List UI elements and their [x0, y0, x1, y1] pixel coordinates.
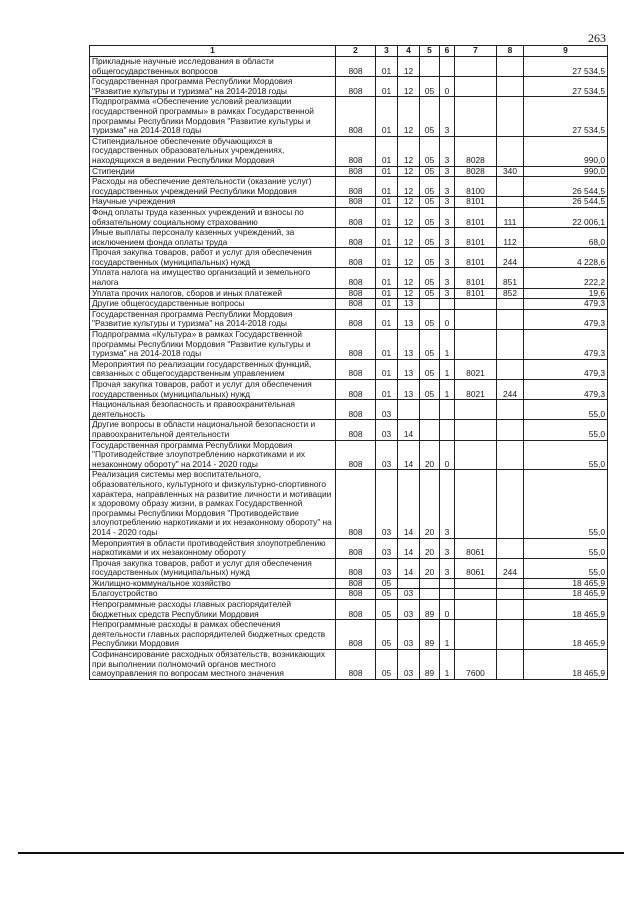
code-section: 01	[376, 299, 398, 310]
code-section: 05	[376, 589, 398, 600]
code-ministry: 808	[336, 299, 376, 310]
row-name: Научные учреждения	[90, 197, 336, 208]
row-name: Реализация системы мер воспитательного, образовательного, культурного и физкультурно-спортивного характера, направленных на развитие личности и мотивации к здоровому образу жизни, в рамках Государственной программы Республики Мордовия "Противодействие злоупотреблению наркотиками и их незаконному обороту" на 2014 - 2020 годы	[90, 470, 336, 538]
table-row	[90, 620, 608, 650]
row-amount: 55,0	[524, 558, 608, 578]
code-subsection: 12	[398, 77, 420, 97]
code-direction	[455, 578, 497, 589]
code-section: 03	[376, 400, 398, 420]
code-section: 01	[376, 309, 398, 329]
code-subprogram: 3	[440, 177, 455, 197]
code-expense-type	[497, 309, 524, 329]
code-subsection: 12	[398, 228, 420, 248]
row-amount: 55,0	[524, 538, 608, 558]
table-row	[90, 558, 608, 578]
code-ministry: 808	[336, 57, 376, 77]
code-program	[420, 57, 440, 77]
table-row	[90, 136, 608, 166]
code-expense-type	[497, 177, 524, 197]
code-direction: 8101	[455, 268, 497, 288]
code-subprogram: 3	[440, 207, 455, 227]
code-subsection: 12	[398, 207, 420, 227]
code-ministry: 808	[336, 470, 376, 538]
table-row	[90, 97, 608, 136]
code-ministry: 808	[336, 589, 376, 600]
table-row	[90, 600, 608, 620]
code-subprogram	[440, 57, 455, 77]
code-section: 03	[376, 420, 398, 440]
code-direction: 8021	[455, 380, 497, 400]
code-direction	[455, 77, 497, 97]
row-amount: 55,0	[524, 400, 608, 420]
code-program: 05	[420, 268, 440, 288]
code-section: 01	[376, 207, 398, 227]
code-subprogram: 3	[440, 268, 455, 288]
code-subprogram: 0	[440, 600, 455, 620]
code-expense-type: 112	[497, 228, 524, 248]
code-direction: 8101	[455, 207, 497, 227]
code-expense-type: 244	[497, 248, 524, 268]
row-amount: 26 544,5	[524, 177, 608, 197]
code-expense-type	[497, 400, 524, 420]
code-subsection: 12	[398, 97, 420, 136]
code-subprogram: 0	[440, 440, 455, 470]
code-subsection: 14	[398, 538, 420, 558]
table-row	[90, 166, 608, 177]
row-amount: 990,0	[524, 136, 608, 166]
code-program: 05	[420, 166, 440, 177]
code-program	[420, 578, 440, 589]
code-subsection: 12	[398, 136, 420, 166]
code-direction	[455, 440, 497, 470]
code-section: 01	[376, 57, 398, 77]
row-amount: 27 534,5	[524, 97, 608, 136]
row-name: Иные выплаты персоналу казенных учреждений, за исключением фонда оплаты труда	[90, 228, 336, 248]
row-name: Стипендиальное обеспечение обучающихся в государственных образовательных учреждениях, находящихся в ведении Республики Мордовия	[90, 136, 336, 166]
code-expense-type	[497, 650, 524, 680]
code-direction	[455, 330, 497, 360]
code-subprogram: 3	[440, 288, 455, 299]
code-expense-type	[497, 620, 524, 650]
code-subprogram: 1	[440, 330, 455, 360]
row-name: Государственная программа Республики Мордовия "Противодействие злоупотреблению наркотиками и их незаконному обороту" на 2014 - 2020 годы	[90, 440, 336, 470]
code-subsection: 03	[398, 600, 420, 620]
table-row	[90, 197, 608, 208]
code-subsection: 12	[398, 248, 420, 268]
row-amount: 479,3	[524, 359, 608, 379]
code-expense-type: 244	[497, 380, 524, 400]
code-program	[420, 299, 440, 310]
column-header: 3	[376, 46, 398, 57]
table-row	[90, 420, 608, 440]
code-ministry: 808	[336, 136, 376, 166]
row-amount: 55,0	[524, 440, 608, 470]
code-program	[420, 400, 440, 420]
code-subsection	[398, 400, 420, 420]
code-program: 05	[420, 136, 440, 166]
code-section: 05	[376, 620, 398, 650]
code-program: 89	[420, 620, 440, 650]
column-header: 7	[455, 46, 497, 57]
code-subsection: 03	[398, 650, 420, 680]
code-expense-type	[497, 299, 524, 310]
code-section: 01	[376, 268, 398, 288]
row-amount: 18 465,9	[524, 600, 608, 620]
code-expense-type	[497, 420, 524, 440]
code-program: 05	[420, 248, 440, 268]
code-subsection: 14	[398, 558, 420, 578]
table-row	[90, 400, 608, 420]
row-name: Национальная безопасность и правоохранительная деятельность	[90, 400, 336, 420]
code-program: 05	[420, 97, 440, 136]
code-program: 05	[420, 330, 440, 360]
code-ministry: 808	[336, 309, 376, 329]
code-direction	[455, 309, 497, 329]
code-section: 05	[376, 578, 398, 589]
code-expense-type	[497, 330, 524, 360]
code-subsection	[398, 578, 420, 589]
row-amount: 26 544,5	[524, 197, 608, 208]
code-subprogram: 3	[440, 166, 455, 177]
code-direction: 8101	[455, 197, 497, 208]
code-program: 89	[420, 600, 440, 620]
code-expense-type	[497, 600, 524, 620]
code-program: 05	[420, 359, 440, 379]
code-subprogram: 1	[440, 359, 455, 379]
column-header: 2	[336, 46, 376, 57]
table-row	[90, 578, 608, 589]
table-row	[90, 359, 608, 379]
row-name: Мероприятия по реализации государственных функций, связанных с общегосударственным управлением	[90, 359, 336, 379]
code-subsection: 13	[398, 330, 420, 360]
code-direction	[455, 600, 497, 620]
code-ministry: 808	[336, 650, 376, 680]
row-amount: 222,2	[524, 268, 608, 288]
code-section: 03	[376, 440, 398, 470]
code-section: 01	[376, 248, 398, 268]
code-subsection: 12	[398, 268, 420, 288]
code-direction: 8101	[455, 288, 497, 299]
table-row	[90, 77, 608, 97]
row-name: Софинансирование расходных обязательств, возникающих при выполнении полномочий органов местного самоуправления по вопросам местного значения	[90, 650, 336, 680]
column-header: 9	[524, 46, 608, 57]
code-expense-type	[497, 359, 524, 379]
code-ministry: 808	[336, 330, 376, 360]
code-direction	[455, 299, 497, 310]
row-name: Прикладные научные исследования в области общегосударственных вопросов	[90, 57, 336, 77]
row-name: Прочая закупка товаров, работ и услуг для обеспечения государственных (муниципальных) нужд	[90, 380, 336, 400]
code-ministry: 808	[336, 228, 376, 248]
code-expense-type	[497, 578, 524, 589]
table-row	[90, 288, 608, 299]
code-direction: 8028	[455, 136, 497, 166]
code-program: 05	[420, 207, 440, 227]
code-section: 03	[376, 470, 398, 538]
page-bottom-rule	[18, 852, 624, 854]
code-ministry: 808	[336, 440, 376, 470]
code-program: 05	[420, 380, 440, 400]
row-name: Фонд оплаты труда казенных учреждений и взносы по обязательному социальному страхованию	[90, 207, 336, 227]
code-subsection: 12	[398, 57, 420, 77]
code-expense-type	[497, 77, 524, 97]
column-header: 8	[497, 46, 524, 57]
page-number: 263	[588, 31, 606, 45]
code-direction	[455, 400, 497, 420]
column-header: 5	[420, 46, 440, 57]
row-amount: 479,3	[524, 380, 608, 400]
row-name: Мероприятия в области противодействия злоупотреблению наркотиками и их незаконному обороту	[90, 538, 336, 558]
table-row	[90, 650, 608, 680]
code-section: 01	[376, 177, 398, 197]
code-expense-type	[497, 538, 524, 558]
code-direction	[455, 589, 497, 600]
code-section: 01	[376, 166, 398, 177]
code-expense-type	[497, 589, 524, 600]
table-row	[90, 309, 608, 329]
code-subsection: 12	[398, 288, 420, 299]
row-name: Государственная программа Республики Мордовия "Развитие культуры и туризма" на 2014-2018 годы	[90, 309, 336, 329]
code-subsection: 14	[398, 470, 420, 538]
row-amount: 68,0	[524, 228, 608, 248]
code-subprogram: 0	[440, 77, 455, 97]
code-direction: 8028	[455, 166, 497, 177]
row-name: Другие вопросы в области национальной безопасности и правоохранительной деятельности	[90, 420, 336, 440]
row-name: Непрограммные расходы главных распорядителей бюджетных средств Республики Мордовия	[90, 600, 336, 620]
row-name: Жилищно-коммунальное хозяйство	[90, 578, 336, 589]
code-program: 05	[420, 177, 440, 197]
table-row	[90, 538, 608, 558]
code-section: 01	[376, 97, 398, 136]
row-amount: 22 006,1	[524, 207, 608, 227]
code-subsection: 12	[398, 197, 420, 208]
row-name: Государственная программа Республики Мордовия "Развитие культуры и туризма" на 2014-2018 годы	[90, 77, 336, 97]
code-ministry: 808	[336, 600, 376, 620]
code-section: 01	[376, 136, 398, 166]
table-row	[90, 470, 608, 538]
code-subprogram	[440, 400, 455, 420]
code-ministry: 808	[336, 288, 376, 299]
row-amount: 4 228,6	[524, 248, 608, 268]
code-direction	[455, 57, 497, 77]
row-name: Расходы на обеспечение деятельности (оказание услуг) государственных учреждений Республики Мордовия	[90, 177, 336, 197]
code-expense-type: 111	[497, 207, 524, 227]
code-ministry: 808	[336, 400, 376, 420]
code-ministry: 808	[336, 207, 376, 227]
code-expense-type: 244	[497, 558, 524, 578]
code-subsection: 14	[398, 440, 420, 470]
code-direction	[455, 620, 497, 650]
code-subsection: 12	[398, 177, 420, 197]
row-name: Благоустройство	[90, 589, 336, 600]
row-amount: 479,3	[524, 309, 608, 329]
code-subprogram: 3	[440, 197, 455, 208]
row-amount: 479,3	[524, 330, 608, 360]
column-header: 4	[398, 46, 420, 57]
row-amount: 55,0	[524, 470, 608, 538]
code-subsection: 13	[398, 380, 420, 400]
code-subprogram: 3	[440, 558, 455, 578]
row-name: Другие общегосударственные вопросы	[90, 299, 336, 310]
code-direction: 8021	[455, 359, 497, 379]
code-direction	[455, 470, 497, 538]
code-subprogram: 0	[440, 309, 455, 329]
table-row	[90, 440, 608, 470]
code-subprogram	[440, 420, 455, 440]
code-subprogram: 3	[440, 97, 455, 136]
code-direction: 8061	[455, 558, 497, 578]
row-name: Подпрограмма «Обеспечение условий реализации государственной программы» в рамках Государственной программы Республики Мордовия "Развитие культуры и туризма" на 2014-2018 годы	[90, 97, 336, 136]
code-program: 20	[420, 558, 440, 578]
table-row	[90, 57, 608, 77]
code-expense-type: 852	[497, 288, 524, 299]
column-header: 1	[90, 46, 336, 57]
row-name: Стипендии	[90, 166, 336, 177]
code-program: 05	[420, 228, 440, 248]
row-name: Непрограммные расходы в рамках обеспечения деятельности главных распорядителей бюджетных средств Республики Мордовия	[90, 620, 336, 650]
column-header: 6	[440, 46, 455, 57]
table-row	[90, 380, 608, 400]
code-expense-type	[497, 136, 524, 166]
code-program: 89	[420, 650, 440, 680]
table-row	[90, 268, 608, 288]
code-program: 20	[420, 470, 440, 538]
table-row	[90, 589, 608, 600]
code-section: 03	[376, 538, 398, 558]
code-section: 01	[376, 77, 398, 97]
code-direction: 7600	[455, 650, 497, 680]
code-expense-type: 340	[497, 166, 524, 177]
code-ministry: 808	[336, 177, 376, 197]
code-subsection: 03	[398, 620, 420, 650]
code-program	[420, 420, 440, 440]
code-ministry: 808	[336, 538, 376, 558]
code-section: 05	[376, 600, 398, 620]
code-section: 03	[376, 558, 398, 578]
row-amount: 19,6	[524, 288, 608, 299]
code-subprogram: 3	[440, 136, 455, 166]
code-subsection: 13	[398, 359, 420, 379]
code-direction	[455, 420, 497, 440]
code-ministry: 808	[336, 420, 376, 440]
code-subsection: 13	[398, 299, 420, 310]
code-section: 01	[376, 359, 398, 379]
table-header-row	[90, 46, 608, 57]
code-direction: 8061	[455, 538, 497, 558]
row-name: Прочая закупка товаров, работ и услуг для обеспечения государственных (муниципальных) нужд	[90, 558, 336, 578]
code-direction: 8100	[455, 177, 497, 197]
code-program: 05	[420, 309, 440, 329]
budget-table	[89, 45, 608, 680]
code-ministry: 808	[336, 268, 376, 288]
table-body	[90, 57, 608, 680]
row-name: Подпрограмма «Культура» в рамках Государственной программы Республики Мордовия "Развитие культуры и туризма" на 2014-2018 годы	[90, 330, 336, 360]
code-subprogram: 1	[440, 620, 455, 650]
code-section: 01	[376, 228, 398, 248]
code-program: 05	[420, 288, 440, 299]
code-ministry: 808	[336, 620, 376, 650]
row-amount: 479,3	[524, 299, 608, 310]
code-subprogram	[440, 578, 455, 589]
code-subprogram: 1	[440, 380, 455, 400]
table-row	[90, 207, 608, 227]
code-subprogram: 3	[440, 470, 455, 538]
code-ministry: 808	[336, 97, 376, 136]
row-amount: 18 465,9	[524, 650, 608, 680]
code-ministry: 808	[336, 558, 376, 578]
row-amount: 18 465,9	[524, 578, 608, 589]
table-row	[90, 177, 608, 197]
code-ministry: 808	[336, 359, 376, 379]
code-subprogram: 3	[440, 538, 455, 558]
code-ministry: 808	[336, 77, 376, 97]
code-section: 01	[376, 197, 398, 208]
code-program	[420, 589, 440, 600]
code-ministry: 808	[336, 380, 376, 400]
code-subsection: 13	[398, 309, 420, 329]
code-program: 05	[420, 197, 440, 208]
table-row	[90, 330, 608, 360]
code-section: 01	[376, 380, 398, 400]
code-expense-type	[497, 57, 524, 77]
row-amount: 27 534,5	[524, 57, 608, 77]
row-amount: 18 465,9	[524, 620, 608, 650]
table-row	[90, 299, 608, 310]
code-expense-type	[497, 97, 524, 136]
code-subsection: 03	[398, 589, 420, 600]
row-amount: 55,0	[524, 420, 608, 440]
code-ministry: 808	[336, 166, 376, 177]
code-program: 20	[420, 538, 440, 558]
code-section: 05	[376, 650, 398, 680]
code-ministry: 808	[336, 578, 376, 589]
code-subsection: 14	[398, 420, 420, 440]
code-direction	[455, 97, 497, 136]
code-subprogram: 3	[440, 248, 455, 268]
row-name: Уплата прочих налогов, сборов и иных платежей	[90, 288, 336, 299]
row-amount: 27 534,5	[524, 77, 608, 97]
code-section: 01	[376, 330, 398, 360]
code-expense-type	[497, 197, 524, 208]
row-name: Прочая закупка товаров, работ и услуг для обеспечения государственных (муниципальных) нужд	[90, 248, 336, 268]
code-ministry: 808	[336, 197, 376, 208]
code-direction: 8101	[455, 248, 497, 268]
code-subprogram: 3	[440, 228, 455, 248]
row-amount: 990,0	[524, 166, 608, 177]
row-amount: 18 465,9	[524, 589, 608, 600]
code-expense-type	[497, 440, 524, 470]
code-subprogram: 1	[440, 650, 455, 680]
code-section: 01	[376, 288, 398, 299]
code-expense-type: 851	[497, 268, 524, 288]
code-subprogram	[440, 299, 455, 310]
code-subsection: 12	[398, 166, 420, 177]
code-subprogram	[440, 589, 455, 600]
row-name: Уплата налога на имущество организаций и земельного налога	[90, 268, 336, 288]
code-program: 20	[420, 440, 440, 470]
table-row	[90, 228, 608, 248]
code-direction: 8101	[455, 228, 497, 248]
code-ministry: 808	[336, 248, 376, 268]
table-row	[90, 248, 608, 268]
code-expense-type	[497, 470, 524, 538]
code-program: 05	[420, 77, 440, 97]
